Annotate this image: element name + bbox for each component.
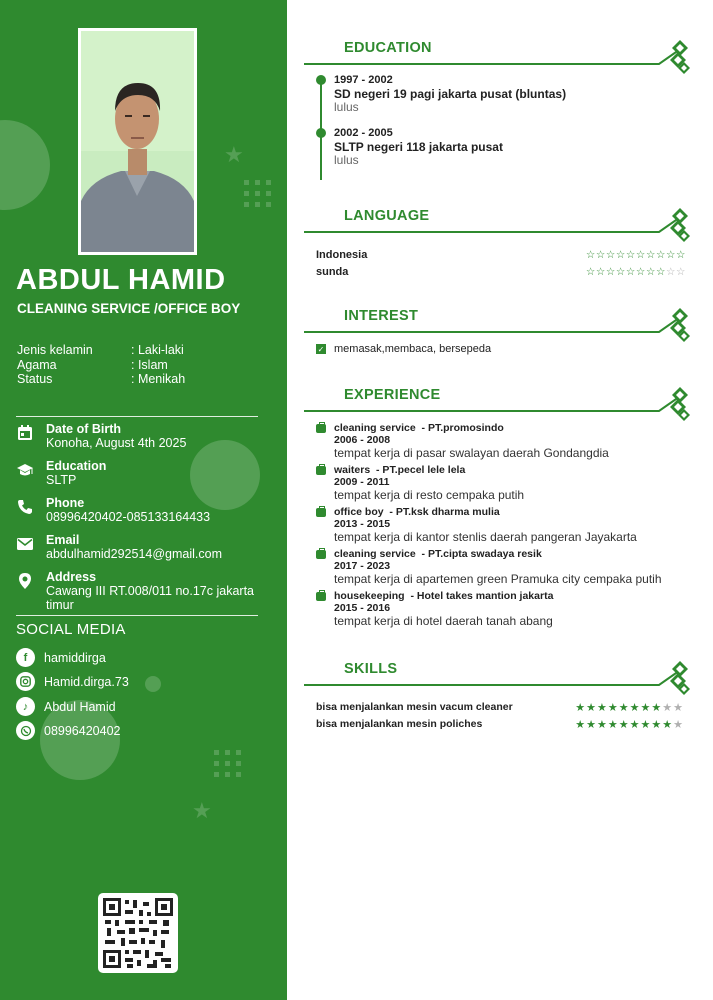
star-icon: ☆ (675, 249, 686, 261)
experience-years: 2015 - 2016 (334, 602, 391, 614)
social-media-title: SOCIAL MEDIA (16, 621, 126, 638)
qr-code-image (103, 898, 173, 968)
personal-row-status (17, 372, 185, 387)
education-result: lulus (334, 100, 359, 114)
experience-company: - PT.pecel lele lela (370, 464, 466, 476)
experience-role: housekeeping (334, 590, 405, 602)
experience-years: 2006 - 2008 (334, 434, 391, 446)
experience-company: - PT.promosindo (415, 422, 504, 434)
star-icon: ★ (597, 718, 608, 731)
personal-value: : Islam (131, 357, 168, 372)
star-icon: ★ (618, 718, 630, 731)
star-icon: ★ (586, 701, 597, 714)
profile-photo-image (81, 31, 194, 252)
experience-description: tempat kerja di resto cempaka putih (334, 488, 525, 502)
star-icon: ★ (640, 701, 652, 714)
instagram-icon (16, 672, 35, 691)
star-icon: ☆ (625, 249, 636, 261)
job-title: CLEANING SERVICE /OFFICE BOY (17, 301, 241, 316)
personal-info (17, 343, 185, 387)
rating-stars (575, 718, 684, 731)
star-icon: ★ (586, 718, 597, 731)
experience-role: waiters (334, 464, 371, 476)
graduation-cap-icon (16, 459, 46, 487)
personal-value: : Menikah (131, 372, 186, 386)
education-result: lulus (334, 153, 359, 167)
contact-title: Education (46, 459, 107, 473)
language-row (316, 249, 686, 261)
language-name: sunda (316, 266, 349, 278)
star-icon: ☆ (635, 266, 646, 278)
social-handle: Abdul Hamid (44, 699, 116, 714)
facebook-icon: f (16, 648, 35, 667)
star-icon: ★ (662, 701, 674, 714)
social-handle: Hamid.dirga.73 (44, 674, 129, 689)
star-icon: ☆ (605, 249, 616, 261)
star-icon: ★ (673, 701, 684, 714)
contact-date-of-birth (16, 422, 266, 450)
skill-name: bisa menjalankan mesin poliches (316, 718, 483, 730)
briefcase-icon (316, 466, 326, 475)
star-icon: ☆ (665, 266, 676, 278)
personal-label: Jenis kelamin (17, 343, 93, 357)
experience-role: cleaning service (334, 422, 416, 434)
star-icon: ★ (607, 718, 619, 731)
experience-role: office boy (334, 506, 384, 518)
section-header-interest (304, 308, 694, 348)
star-icon: ☆ (625, 266, 636, 278)
section-title: SKILLS (344, 661, 398, 677)
rating-stars (575, 701, 684, 714)
star-icon: ★ (673, 718, 684, 731)
star-icon: ★ (651, 718, 663, 731)
contact-title: Phone (46, 496, 85, 510)
education-item (334, 74, 566, 115)
star-icon: ☆ (665, 249, 676, 261)
star-icon: ★ (629, 701, 641, 714)
star-icon: ☆ (645, 266, 656, 278)
experience-description: tempat kerja di apartemen green Pramuka city cempaka putih (334, 572, 662, 586)
contact-value: SLTP (46, 473, 77, 487)
section-divider-ornament-icon (304, 661, 694, 701)
star-icon: ☆ (595, 249, 606, 261)
section-divider-ornament-icon (304, 208, 694, 248)
education-school: SLTP negeri 118 jakarta pusat (334, 139, 503, 154)
contact-education (16, 459, 266, 487)
skill-row (316, 701, 684, 714)
experience-role: cleaning service (334, 548, 416, 560)
star-icon: ☆ (605, 266, 616, 278)
star-icon: ☆ (635, 249, 646, 261)
timeline-dot (316, 75, 326, 85)
section-title: EDUCATION (344, 40, 432, 56)
section-title: EXPERIENCE (344, 387, 441, 403)
experience-description: tempat kerja di hotel daerah tanah abang (334, 614, 553, 628)
interest-text: memasak,membaca, bersepeda (334, 343, 492, 355)
divider (16, 416, 258, 417)
social-facebook[interactable] (16, 648, 106, 667)
star-icon: ☆ (645, 249, 656, 261)
language-name: Indonesia (316, 249, 368, 261)
contact-value: Cawang III RT.008/011 no.17c jakarta timur (46, 584, 255, 612)
profile-photo (78, 28, 197, 255)
decor-circle (0, 120, 50, 210)
star-icon: ☆ (595, 266, 606, 278)
personal-row-religion (17, 358, 185, 373)
phone-icon (16, 496, 46, 524)
section-title: LANGUAGE (344, 208, 430, 224)
star-icon: ★ (640, 718, 652, 731)
contact-title: Email (46, 533, 80, 547)
experience-company: - Hotel takes mantion jakarta (404, 590, 554, 602)
whatsapp-icon (16, 721, 35, 740)
decor-circle (145, 676, 161, 692)
full-name: ABDUL HAMID (16, 264, 226, 296)
decor-dots (244, 180, 274, 210)
briefcase-icon (316, 424, 326, 433)
rating-stars (586, 266, 686, 278)
social-whatsapp[interactable] (16, 721, 120, 740)
star-icon: ☆ (585, 266, 596, 278)
contact-email (16, 533, 266, 561)
contact-value: Konoha, August 4th 2025 (46, 436, 187, 450)
star-icon: ★ (575, 701, 587, 714)
qr-code (98, 893, 178, 973)
star-icon: ☆ (675, 266, 686, 278)
decor-dots (214, 750, 244, 780)
education-years: 1997 - 2002 (334, 74, 393, 86)
star-icon: ★ (629, 718, 641, 731)
section-header-experience (304, 387, 694, 427)
briefcase-icon (316, 508, 326, 517)
star-icon: ★ (662, 718, 674, 731)
star-icon: ☆ (655, 266, 666, 278)
experience-years: 2009 - 2011 (334, 476, 390, 488)
personal-value: : Laki-laki (131, 343, 184, 357)
skill-row (316, 718, 684, 731)
education-school: SD negeri 19 pagi jakarta pusat (bluntas) (334, 86, 567, 101)
section-header-language (304, 208, 694, 248)
personal-row-gender (17, 343, 185, 358)
personal-label: Status (17, 372, 53, 386)
calendar-icon (16, 422, 46, 450)
skill-name: bisa menjalankan mesin vacum cleaner (316, 701, 513, 713)
star-icon: ★ (607, 701, 619, 714)
tiktok-icon: ♪ (16, 697, 35, 716)
experience-years: 2017 - 2023 (334, 560, 391, 572)
social-tiktok[interactable] (16, 697, 116, 716)
experience-description: tempat kerja di kantor stenlis daerah pangeran Jayakarta (334, 530, 637, 544)
star-icon: ★ (651, 701, 663, 714)
section-title: INTEREST (344, 308, 419, 324)
star-icon: ☆ (615, 266, 626, 278)
experience-item (316, 506, 696, 545)
rating-stars (586, 249, 686, 261)
contact-title: Address (46, 570, 97, 584)
divider (16, 615, 258, 616)
interest-item (316, 343, 491, 355)
section-header-skills (304, 661, 694, 701)
personal-label: Agama (17, 357, 57, 372)
education-years: 2002 - 2005 (334, 127, 393, 139)
location-pin-icon (16, 570, 46, 612)
star-icon: ★ (575, 718, 587, 731)
social-handle: 08996420402 (44, 723, 121, 738)
star-icon: ☆ (655, 249, 666, 261)
language-row (316, 266, 686, 278)
experience-item (316, 464, 696, 503)
social-handle: hamiddirga (44, 650, 106, 665)
experience-years: 2013 - 2015 (334, 518, 391, 530)
contact-phone (16, 496, 266, 524)
social-instagram[interactable] (16, 672, 129, 691)
section-divider-ornament-icon (304, 308, 694, 348)
briefcase-icon (316, 550, 326, 559)
decor-star-icon: ★ (224, 142, 244, 167)
checkbox-icon: ✓ (317, 344, 325, 354)
timeline-dot (316, 128, 326, 138)
contact-value: abdulhamid292514@gmail.com (46, 547, 222, 561)
star-icon: ☆ (585, 249, 596, 261)
star-icon: ★ (618, 701, 630, 714)
decor-star-icon: ★ (192, 798, 212, 823)
education-item (334, 127, 503, 168)
star-icon: ☆ (615, 249, 626, 261)
contact-address (16, 570, 266, 612)
briefcase-icon (316, 592, 326, 601)
experience-company: - PT.ksk dharma mulia (383, 506, 500, 518)
experience-item (316, 590, 696, 629)
contact-title: Date of Birth (46, 422, 121, 436)
experience-company: - PT.cipta swadaya resik (415, 548, 542, 560)
star-icon: ★ (597, 701, 608, 714)
experience-item (316, 548, 696, 587)
sidebar (0, 0, 287, 1000)
email-icon (16, 533, 46, 561)
experience-description: tempat kerja di pasar swalayan daerah Gondangdia (334, 446, 609, 460)
section-divider-ornament-icon (304, 387, 694, 427)
contact-value: 08996420402-085133164433 (46, 510, 211, 524)
experience-item (316, 422, 696, 461)
